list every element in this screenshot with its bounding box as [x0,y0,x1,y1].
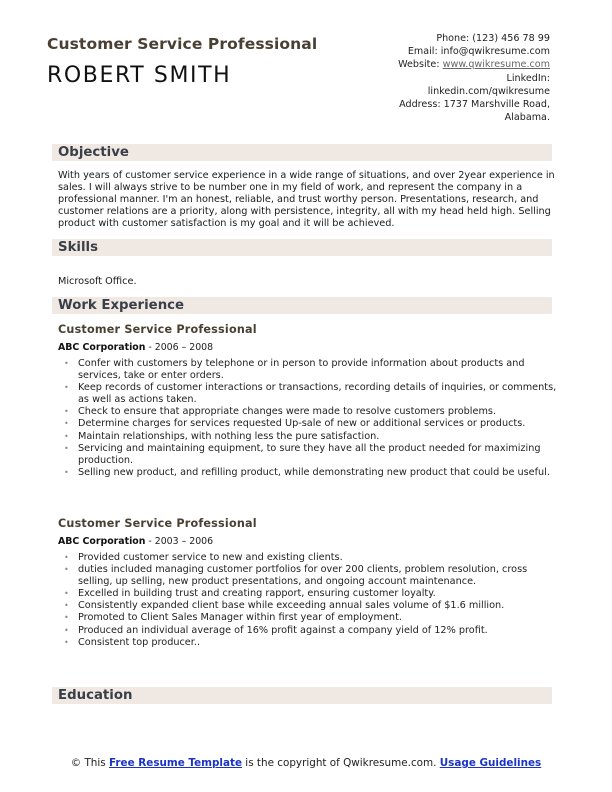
company-name: ABC Corporation [58,342,146,353]
list-item: • Excelled in building trust and creating rapport, ensuring customer loyalty. [58,588,558,600]
list-item: • Keep records of customer interactions or transactions, recording details of inquiries, or comments, as well as actions taken. [58,382,558,406]
candidate-name: ROBERT SMITH [47,63,232,88]
work-experience-heading: Work Experience [58,298,185,313]
website-label: Website: [398,59,443,71]
job-bullets [58,358,558,479]
list-item: • Maintain relationships, with nothing less the pure satisfaction. [58,431,558,443]
footer-middle: is the copyright of Qwikresume.com. [242,757,440,769]
contact-block [350,32,550,124]
list-item: • duties included managing customer portfolios for over 200 clients, problem resolution, cross selling, up selling, new product presentations, and ongoing account maintenance. [58,564,558,588]
list-item: • Determine charges for services requested Up-sale of new or additional services or products. [58,418,558,430]
skills-section-bar [52,239,552,256]
list-item: • Servicing and maintaining equipment, to sure they have all the product needed for maximizing production. [58,443,558,467]
list-item: • Confer with customers by telephone or in person to provide information about products and services, take or enter orders. [58,358,558,382]
contact-linkedin-value: linkedin.com/qwikresume [427,85,550,97]
free-resume-template-link[interactable]: Free Resume Template [109,757,242,769]
header-left [47,34,317,90]
list-item: • Selling new product, and refilling product, while demonstrating new product that could be useful. [58,467,558,479]
job-bullets [58,552,558,649]
contact-website [350,58,550,71]
contact-linkedin-label: LinkedIn: [506,72,550,84]
objective-heading: Objective [58,145,129,160]
list-item: • Promoted to Client Sales Manager within first year of employment. [58,612,558,624]
footer-prefix: © This [70,757,109,769]
skills-text: Microsoft Office. [58,276,137,287]
usage-guidelines-link[interactable]: Usage Guidelines [439,757,542,769]
education-heading: Education [58,688,133,703]
job-company-line [58,342,213,353]
skills-heading: Skills [58,240,99,255]
contact-email: Email: info@qwikresume.com [407,46,550,58]
list-item: • Check to ensure that appropriate changes were made to resolve customers problems. [58,406,558,418]
job-dates: - 2006 – 2008 [145,342,214,353]
list-item: • Provided customer service to new and existing clients. [58,552,558,564]
job-title: Customer Service Professional [58,517,257,530]
job-company-line [58,536,213,547]
website-link[interactable]: www.qwikresume.com [442,59,550,71]
contact-address-line2: Alabama. [504,112,550,124]
objective-text: With years of customer service experience in a wide range of situations, and over 2year experience in sales. I will always strive to be number one in my field of work, and represent the company in a professional manner. I'm an honest, reliable, and trust worthy person. Presentations, research, and customer relations are a priority, along with persistence, integrity, all with my head held high. Selling product with customer satisfaction is my goal and it will be achieved. [58,170,555,230]
list-item: • Produced an individual average of 16% profit against a company yield of 12% profit. [58,625,558,637]
list-item: • Consistently expanded client base while exceeding annual sales volume of $1.6 million. [58,600,558,612]
job-title: Customer Service Professional [58,323,257,336]
job-dates: - 2003 – 2006 [145,536,214,547]
copyright-footer [60,757,552,771]
header-job-title: Customer Service Professional [47,35,318,53]
list-item: • Consistent top producer.. [58,637,558,649]
company-name: ABC Corporation [58,536,146,547]
contact-address-line1: Address: 1737 Marshville Road, [399,99,550,111]
contact-phone: Phone: (123) 456 78 99 [436,33,550,44]
